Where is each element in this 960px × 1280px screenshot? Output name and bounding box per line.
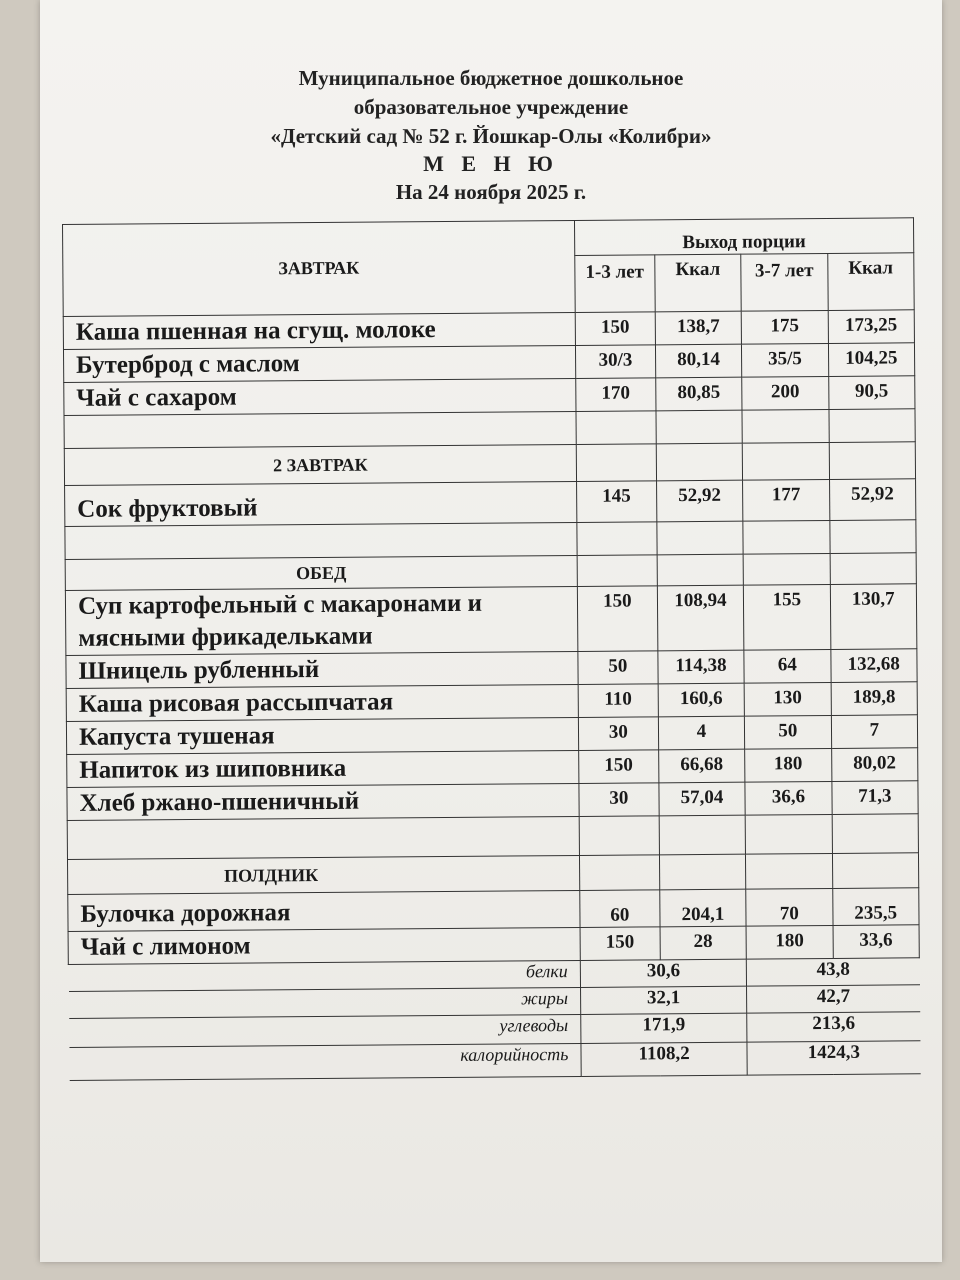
kcal-3-7: 173,25 [828,310,915,344]
dish-name: Бутерброд с маслом [63,345,575,382]
portion-1-3: 170 [576,378,656,412]
portion-3-7: 200 [742,376,829,410]
kcal-3-7: 189,8 [831,682,918,716]
page-title: М Е Н Ю [423,151,559,176]
kcal-3-7: 90,5 [828,376,915,410]
institution-line-2: образовательное учреждение [353,95,629,119]
dish-name: Хлеб ржано-пшеничный [67,783,579,820]
dish-name: Каша рисовая рассыпчатая [66,684,578,721]
nutrient-value-1-3: 171,9 [581,1013,748,1043]
menu-row [65,584,916,656]
institution-line-1: Муниципальное бюджетное дошкольное [298,66,684,90]
dish-name: Сок фруктовый [65,481,577,526]
nutrient-label: жиры [69,987,581,1018]
portion-3-7: 70 [746,888,833,926]
nutrient-label: белки [68,960,580,991]
kcal-3-7: 33,6 [833,925,920,959]
portion-1-3: 150 [580,927,660,961]
institution-name: «Детский сад № 52 г. Йошкар-Олы «Колибри» [270,124,712,148]
section-snack-title: ПОЛДНИК [67,855,579,894]
kcal-1-3: 66,68 [658,749,745,783]
portion-1-3: 30 [579,783,659,817]
nutrition-row [69,1041,920,1081]
portion-1-3: 150 [577,586,657,652]
nutrient-value-1-3: 32,1 [580,986,747,1014]
dish-name: Каша пшенная на сгущ. молоке [63,312,575,349]
dish-name: Шницель рубленный [66,651,578,688]
kcal-1-header: Ккал [655,254,742,312]
portion-3-7: 64 [744,649,831,683]
kcal-3-7: 132,68 [830,649,917,683]
kcal-1-3: 52,92 [656,480,743,522]
kcal-1-3: 4 [658,716,745,750]
portion-1-3: 30/3 [575,345,655,379]
portion-3-7: 130 [744,682,831,716]
portion-3-7: 175 [741,310,828,344]
dish-name: Булочка дорожная [68,890,580,931]
kcal-1-3: 204,1 [660,889,747,927]
portion-3-7: 180 [745,748,832,782]
kcal-3-7: 71,3 [831,781,918,815]
kcal-1-3: 108,94 [657,585,744,651]
menu-table [62,217,921,1081]
dish-name: Чай с сахаром [64,378,576,415]
kcal-3-7: 104,25 [828,343,915,377]
document-header [40,64,942,207]
kcal-1-3: 28 [660,926,747,960]
nutrient-value-3-7: 1424,3 [747,1041,920,1075]
kcal-1-3: 57,04 [659,782,746,816]
kcal-1-3: 80,85 [656,377,743,411]
portion-3-7: 180 [746,925,833,959]
menu-row [68,888,919,932]
kcal-3-7: 130,7 [830,584,917,650]
menu-row [65,479,916,527]
dish-name: Суп картофельный с макаронами и мясными фрикадельками [65,586,577,655]
dish-name: Капуста тушеная [66,717,578,754]
kcal-3-7: 80,02 [831,748,918,782]
portion-1-3: 145 [576,481,656,523]
dish-name: Чай с лимоном [68,927,580,964]
age-1-3-header: 1-3 лет [575,255,655,313]
nutrient-value-3-7: 43,8 [746,958,919,986]
nutrient-value-3-7: 42,7 [747,985,920,1013]
nutrient-value-1-3: 30,6 [580,959,747,987]
portion-3-7: 155 [744,584,831,650]
kcal-1-3: 114,38 [658,650,745,684]
dish-name: Напиток из шиповника [67,750,579,787]
kcal-3-7: 235,5 [832,888,919,926]
nutrient-value-1-3: 1108,2 [581,1042,748,1076]
portion-1-3: 150 [579,750,659,784]
portion-3-7: 50 [745,715,832,749]
nutrient-label: углеводы [69,1014,581,1047]
age-3-7-header: 3-7 лет [741,253,828,311]
portion-1-3: 30 [578,717,658,751]
section-breakfast2-title: 2 ЗАВТРАК [64,444,576,485]
portion-header: Выход порции [574,218,913,256]
kcal-3-7: 7 [831,715,918,749]
section-breakfast-title: ЗАВТРАК [63,220,576,316]
portion-1-3: 50 [578,651,658,685]
nutrient-label: калорийность [69,1043,581,1080]
kcal-1-3: 160,6 [658,683,745,717]
portion-3-7: 36,6 [745,781,832,815]
kcal-1-3: 80,14 [655,344,742,378]
section-lunch-title: ОБЕД [65,555,577,590]
kcal-3-7: 52,92 [829,479,916,521]
portion-1-3: 150 [575,312,655,346]
portion-3-7: 177 [743,479,830,521]
kcal-1-3: 138,7 [655,311,742,345]
kcal-2-header: Ккал [827,253,914,311]
empty-row [67,814,918,860]
portion-1-3: 110 [578,684,658,718]
menu-sheet [40,0,942,1262]
nutrient-value-3-7: 213,6 [747,1012,920,1042]
menu-date: На 24 ноября 2025 г. [395,180,587,204]
portion-1-3: 60 [580,890,660,928]
portion-3-7: 35/5 [742,343,829,377]
